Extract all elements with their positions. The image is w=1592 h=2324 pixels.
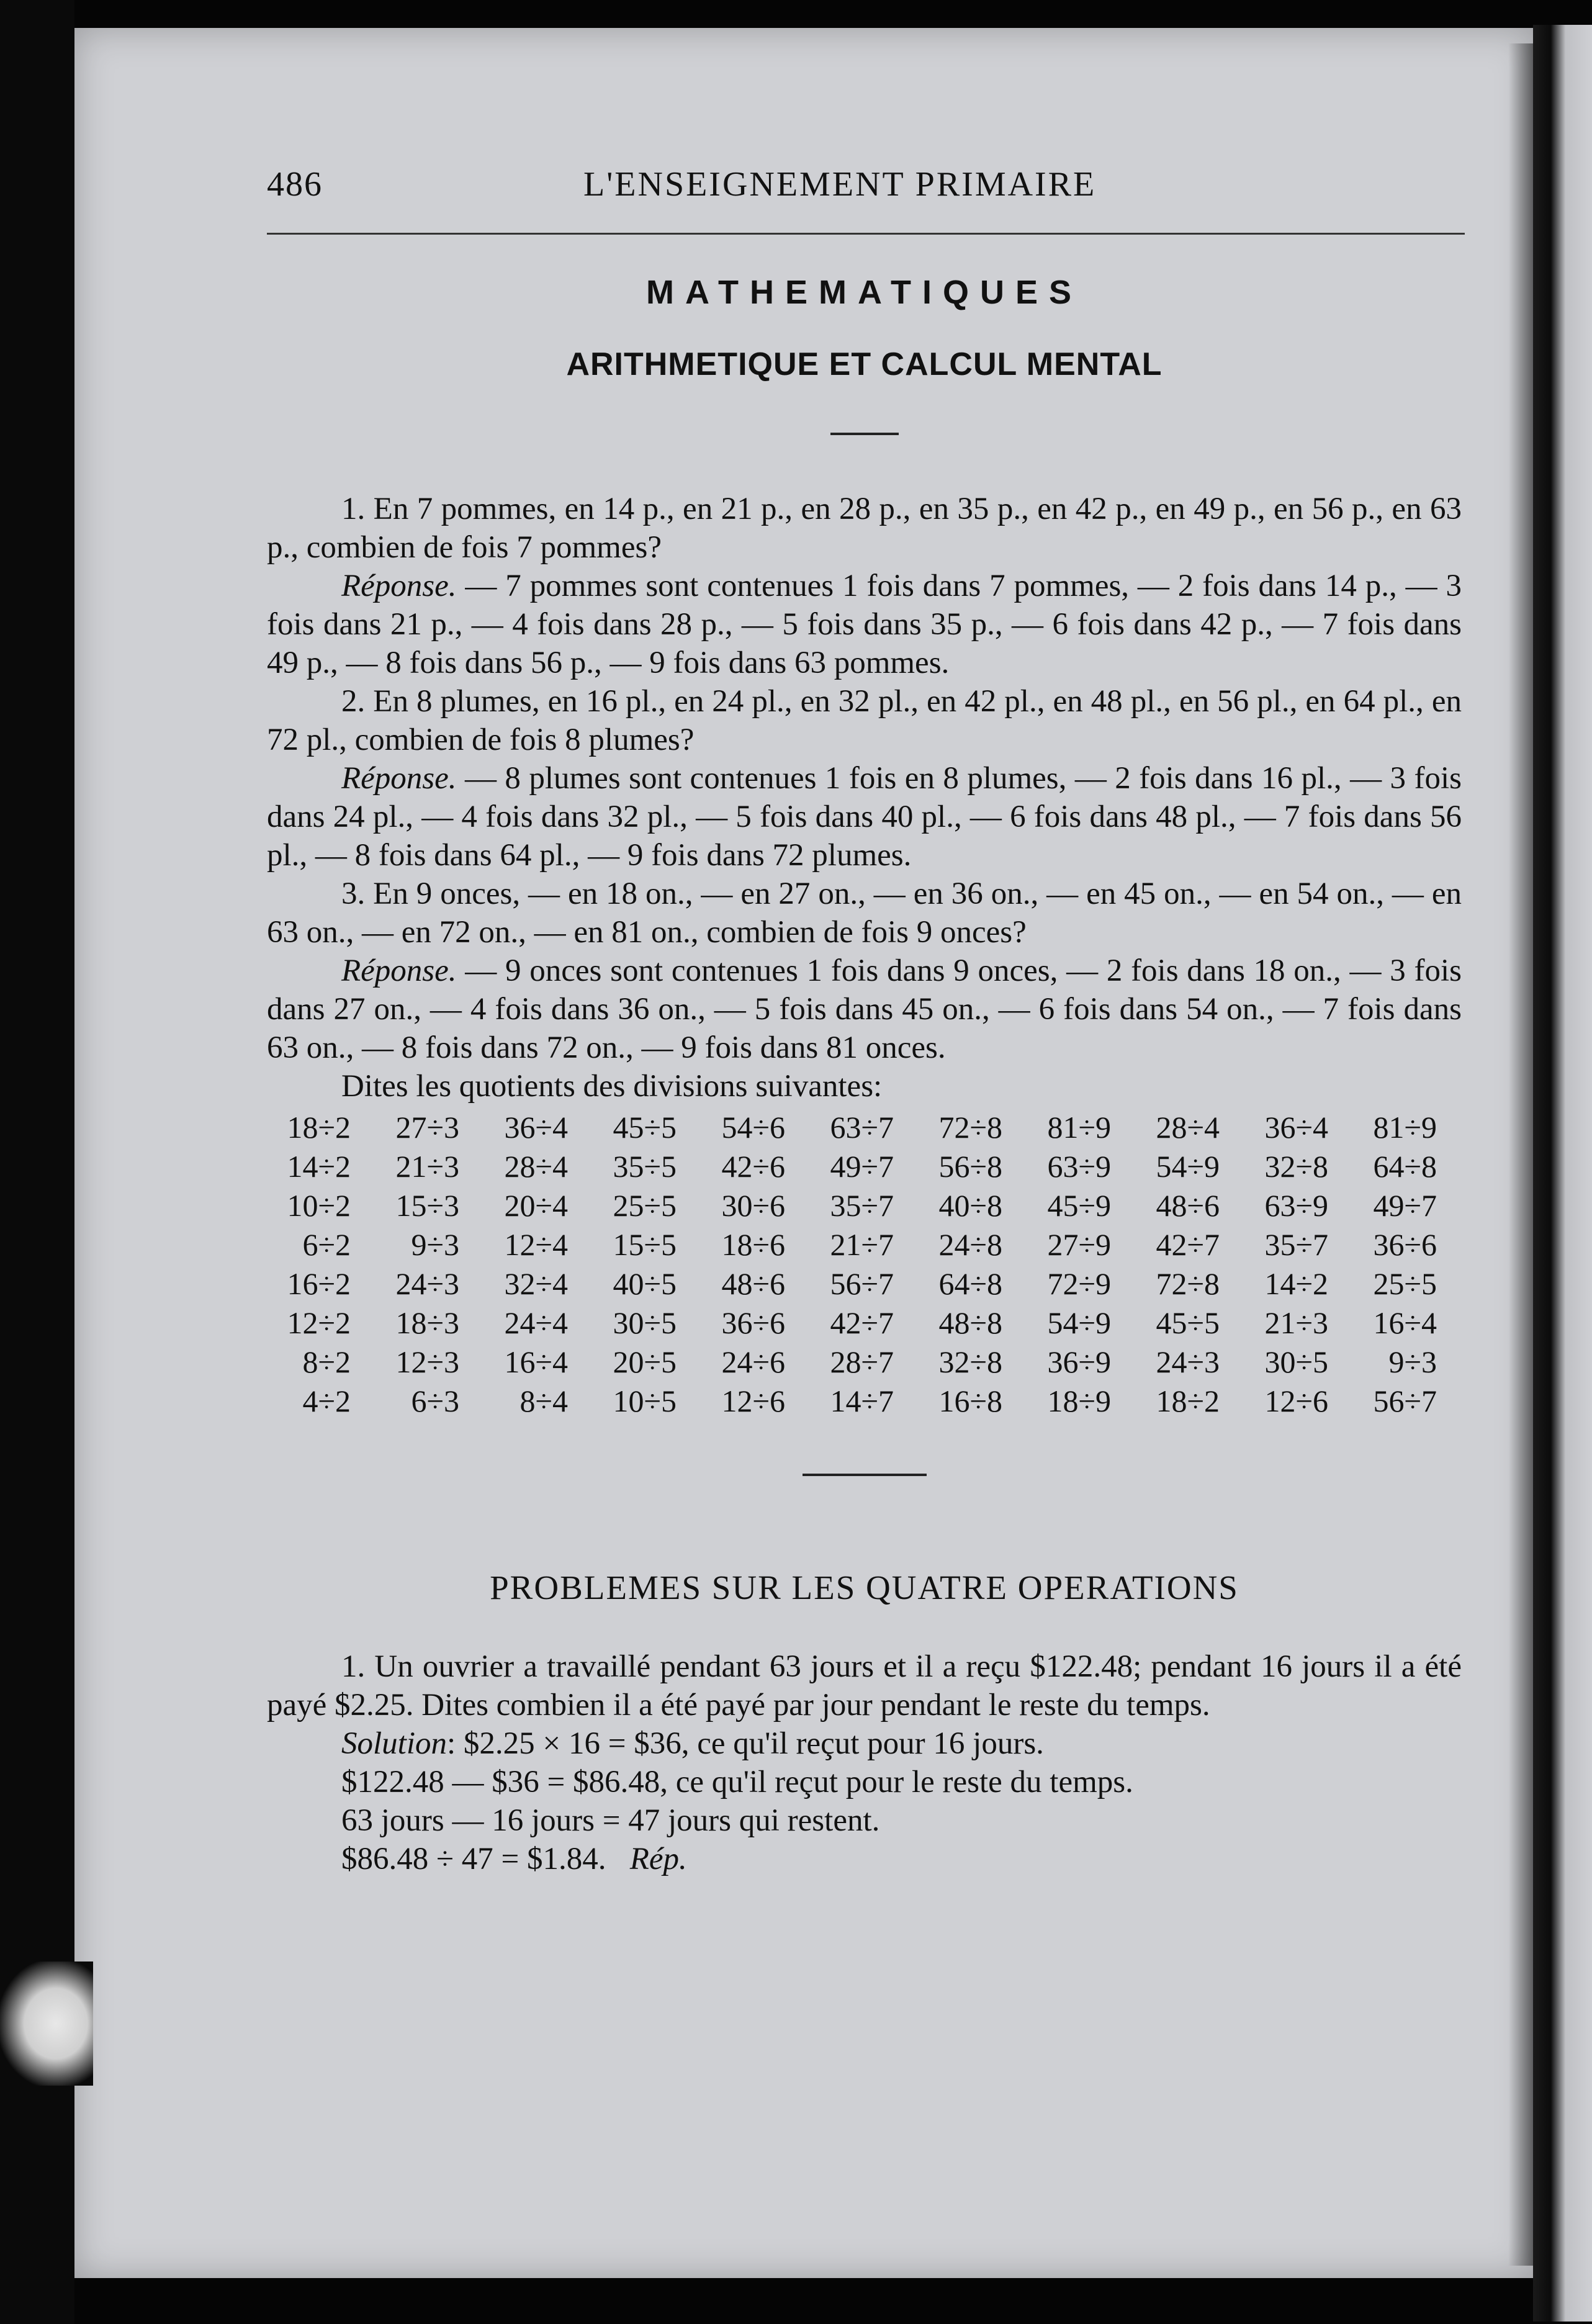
division-cell: 10÷5 <box>613 1384 677 1418</box>
division-cell: 16÷4 <box>504 1344 568 1379</box>
division-cell: 15÷5 <box>613 1227 677 1262</box>
answer-label: Réponse. <box>341 569 457 603</box>
solution-line-4 <box>267 1840 1462 1878</box>
header-rule <box>267 233 1465 235</box>
division-cell: 72÷9 <box>1047 1266 1111 1301</box>
header-rule-wrap <box>267 233 1462 235</box>
solution-text: : $2.25 × 16 = $36, ce qu'il reçut pour 16 jours. <box>447 1726 1044 1761</box>
division-cell: 54÷9 <box>1047 1305 1111 1340</box>
section-title: MATHEMATIQUES <box>646 274 1082 311</box>
division-cell: 18÷9 <box>1047 1384 1111 1418</box>
division-cell: 12÷6 <box>721 1384 785 1418</box>
division-cell: 35÷7 <box>830 1188 894 1223</box>
division-cell: 63÷7 <box>830 1110 894 1145</box>
divisions-grid <box>267 1108 1462 1421</box>
division-cell: 20÷5 <box>613 1344 677 1379</box>
division-cell: 54÷9 <box>1156 1149 1220 1184</box>
divider-rule <box>830 433 899 435</box>
problem-1 <box>267 1647 1462 1878</box>
division-cell: 18÷3 <box>395 1305 459 1340</box>
solution-label: Solution <box>341 1726 447 1761</box>
division-cell: 21÷3 <box>1264 1305 1328 1340</box>
answer-mark: Rép. <box>629 1842 687 1876</box>
division-cell: 45÷5 <box>613 1110 677 1145</box>
problem-1-statement: 1. Un ouvrier a travaillé pendant 63 jours et il a reçu $122.48; pendant 16 jours il a été payé $2.25. Dites combien il a été payé par jour pendant le reste du temps. <box>267 1649 1462 1723</box>
spine-shadow <box>1508 43 1536 2266</box>
page-number: 486 <box>267 165 323 204</box>
division-cell: 27÷3 <box>395 1110 459 1145</box>
division-cell: 56÷7 <box>1373 1384 1437 1418</box>
division-cell: 21÷3 <box>395 1149 459 1184</box>
answer-label: Réponse. <box>341 953 457 988</box>
division-cell: 64÷8 <box>1373 1149 1437 1184</box>
solution-line-3: 63 jours — 16 jours = 47 jours qui restent. <box>341 1803 880 1838</box>
division-cell: 24÷6 <box>721 1344 785 1379</box>
division-cell: 18÷6 <box>721 1227 785 1262</box>
division-cell: 24÷3 <box>395 1266 459 1301</box>
division-cell: 42÷6 <box>721 1149 785 1184</box>
division-cell: 21÷7 <box>830 1227 894 1262</box>
page-damage-mark <box>0 1961 93 2086</box>
division-cell: 14÷7 <box>830 1384 894 1418</box>
division-cell: 48÷6 <box>1156 1188 1220 1223</box>
division-cell: 12÷3 <box>395 1344 459 1379</box>
answer-label: Réponse. <box>341 761 457 796</box>
solution-line-1 <box>267 1724 1462 1763</box>
division-cell: 81÷9 <box>1047 1110 1111 1145</box>
division-cell: 25÷5 <box>613 1188 677 1223</box>
exercise-3-answer <box>267 952 1462 1067</box>
division-cell: 36÷9 <box>1047 1344 1111 1379</box>
section-subtitle: ARITHMETIQUE ET CALCUL MENTAL <box>566 346 1163 382</box>
problems-section-title: PROBLEMES SUR LES QUATRE OPERATIONS <box>490 1569 1239 1606</box>
division-cell: 32÷8 <box>1264 1149 1328 1184</box>
answer-text: — 8 plumes sont contenues 1 fois en 8 plumes, — 2 fois dans 16 pl., — 3 fois dans 24 pl., — 4 fois dans 32 pl., — 5 fois dans 40 pl., — 6 fois dans 48 pl., — 7 fois dans 56 pl., — 8 fois dans 64 pl., — 9 fois dans 72 plumes. <box>267 761 1462 873</box>
solution-text: $86.48 ÷ 47 = $1.84. <box>341 1842 606 1876</box>
scan-right-edge <box>1533 25 1592 2322</box>
division-cell: 24÷3 <box>1156 1344 1220 1379</box>
division-cell: 9÷3 <box>411 1227 459 1262</box>
solution-line-2: $122.48 — $36 = $86.48, ce qu'il reçut pour le reste du temps. <box>341 1765 1133 1799</box>
division-cell: 25÷5 <box>1373 1266 1437 1301</box>
exercise-2-question: 2. En 8 plumes, en 16 pl., en 24 pl., en 32 pl., en 42 pl., en 48 pl., en 56 pl., en 64 pl., en 72 pl., combien de fois 8 plumes? <box>267 684 1462 757</box>
division-cell: 35÷7 <box>1264 1227 1328 1262</box>
division-cell: 32÷8 <box>938 1344 1002 1379</box>
page-content <box>267 164 1462 1878</box>
division-cell: 14÷2 <box>287 1149 351 1184</box>
division-cell: 32÷4 <box>504 1266 568 1301</box>
division-cell: 24÷8 <box>938 1227 1002 1262</box>
division-cell: 42÷7 <box>830 1305 894 1340</box>
division-cell: 30÷6 <box>721 1188 785 1223</box>
division-cell: 12÷6 <box>1264 1384 1328 1418</box>
division-cell: 28÷4 <box>504 1149 568 1184</box>
division-cell: 64÷8 <box>938 1266 1002 1301</box>
division-cell: 81÷9 <box>1373 1110 1437 1145</box>
division-cell: 27÷9 <box>1047 1227 1111 1262</box>
division-cell: 36÷4 <box>504 1110 568 1145</box>
division-cell: 35÷5 <box>613 1149 677 1184</box>
division-cell: 20÷4 <box>504 1188 568 1223</box>
division-cell: 18÷2 <box>287 1110 351 1145</box>
division-cell: 36÷4 <box>1264 1110 1328 1145</box>
division-cell: 28÷4 <box>1156 1110 1220 1145</box>
division-cell: 40÷5 <box>613 1266 677 1301</box>
division-cell: 63÷9 <box>1264 1188 1328 1223</box>
division-cell: 49÷7 <box>830 1149 894 1184</box>
division-cell: 16÷4 <box>1373 1305 1437 1340</box>
divisions-prompt: Dites les quotients des divisions suivantes: <box>341 1069 883 1104</box>
answer-text: — 9 onces sont contenues 1 fois dans 9 onces, — 2 fois dans 18 on., — 3 fois dans 27 on., — 4 fois dans 36 on., — 5 fois dans 45 on., — 6 fois dans 54 on., — 7 fois dans 63 on., — 8 fois dans 72 on., — 9 fois dans 81 onces. <box>267 953 1462 1065</box>
division-cell: 14÷2 <box>1264 1266 1328 1301</box>
division-cell: 6÷2 <box>302 1227 351 1262</box>
division-cell: 16÷8 <box>938 1384 1002 1418</box>
running-head <box>267 164 1462 208</box>
division-cell: 24÷4 <box>504 1305 568 1340</box>
division-cell: 45÷5 <box>1156 1305 1220 1340</box>
exercise-1-question: 1. En 7 pommes, en 14 p., en 21 p., en 28 p., en 35 p., en 42 p., en 49 p., en 56 p., en 63 p., combien de fois 7 pommes? <box>267 492 1462 565</box>
exercise-2-answer <box>267 759 1462 875</box>
division-cell: 8÷2 <box>302 1344 351 1379</box>
exercises <box>267 490 1462 1106</box>
division-cell: 12÷2 <box>287 1305 351 1340</box>
division-cell: 30÷5 <box>1264 1344 1328 1379</box>
division-cell: 9÷3 <box>1388 1344 1437 1379</box>
answer-text: — 7 pommes sont contenues 1 fois dans 7 pommes, — 2 fois dans 14 p., — 3 fois dans 21 p., — 4 fois dans 28 p., — 5 fois dans 35 p., — 6 fois dans 42 p., — 7 fois dans 49 p., — 8 fois dans 56 p., — 9 fois dans 63 pommes. <box>267 569 1462 680</box>
exercise-1-answer <box>267 567 1462 682</box>
division-cell: 10÷2 <box>287 1188 351 1223</box>
division-cell: 63÷9 <box>1047 1149 1111 1184</box>
division-cell: 4÷2 <box>302 1384 351 1418</box>
division-cell: 42÷7 <box>1156 1227 1220 1262</box>
division-cell: 56÷7 <box>830 1266 894 1301</box>
division-cell: 16÷2 <box>287 1266 351 1301</box>
division-cell: 6÷3 <box>411 1384 459 1418</box>
division-cell: 72÷8 <box>938 1110 1002 1145</box>
divider-rule <box>803 1474 927 1476</box>
division-cell: 15÷3 <box>395 1188 459 1223</box>
division-cell: 12÷4 <box>504 1227 568 1262</box>
division-cell: 72÷8 <box>1156 1266 1220 1301</box>
division-cell: 28÷7 <box>830 1344 894 1379</box>
division-cell: 36÷6 <box>721 1305 785 1340</box>
division-cell: 36÷6 <box>1373 1227 1437 1262</box>
division-cell: 45÷9 <box>1047 1188 1111 1223</box>
division-cell: 48÷8 <box>938 1305 1002 1340</box>
division-cell: 30÷5 <box>613 1305 677 1340</box>
division-cell: 56÷8 <box>938 1149 1002 1184</box>
division-cell: 48÷6 <box>721 1266 785 1301</box>
exercise-3-question: 3. En 9 onces, — en 18 on., — en 27 on., — en 36 on., — en 45 on., — en 54 on., — en 63 on., — en 72 on., — en 81 on., combien de fois 9 onces? <box>267 876 1462 950</box>
division-cell: 40÷8 <box>938 1188 1002 1223</box>
division-cell: 54÷6 <box>721 1110 785 1145</box>
journal-title: L'ENSEIGNEMENT PRIMAIRE <box>583 165 1097 204</box>
division-cell: 8÷4 <box>519 1384 568 1418</box>
division-cell: 49÷7 <box>1373 1188 1437 1223</box>
division-cell: 18÷2 <box>1156 1384 1220 1418</box>
